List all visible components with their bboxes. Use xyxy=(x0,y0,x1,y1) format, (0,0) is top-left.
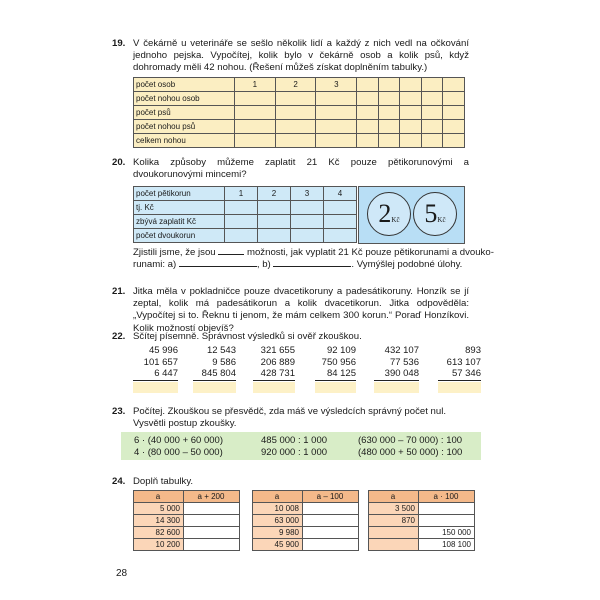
page-number: 28 xyxy=(116,568,128,579)
table-cell[interactable] xyxy=(225,201,258,215)
result-box[interactable] xyxy=(315,382,356,393)
ex20-row-label: počet pětikorun xyxy=(134,187,225,201)
table-cell[interactable] xyxy=(258,229,291,243)
table-cell[interactable] xyxy=(378,106,400,120)
table-cell[interactable] xyxy=(421,78,443,92)
ex22-number: 22. xyxy=(112,331,126,342)
ex19-row-label: počet psů xyxy=(134,106,235,120)
ex23-text: Počítej. Zkouškou se přesvědč, zda máš ve výsledcích správný počet nul. Vysvětli postup zkoušky. xyxy=(133,406,447,430)
sum-column: 45 996 101 657 6 447 xyxy=(133,345,178,381)
table-cell[interactable]: a xyxy=(253,491,303,503)
ex19-row-label: počet nohou osob xyxy=(134,92,235,106)
table-cell[interactable] xyxy=(225,215,258,229)
table-cell[interactable] xyxy=(291,215,324,229)
answer-blank[interactable] xyxy=(273,266,351,267)
table-cell[interactable] xyxy=(378,78,400,92)
table-cell[interactable] xyxy=(291,229,324,243)
table-cell[interactable] xyxy=(184,515,240,527)
table-cell[interactable] xyxy=(291,201,324,215)
ex21-text: Jitka měla v pokladničce pouze dvacetikoruny a padesátikoruny. Honzík se jí zeptal, kolik má padesátikorun a kolik dvacetikorun. Jitka odpověděla: „Vypočítej si to. Řeknu ti jenom, že mám celkem 300 korun.“ Poraď Honzíkovi. Kolik možností objevíš? xyxy=(133,286,469,334)
ex20-table xyxy=(133,186,357,243)
table-cell[interactable] xyxy=(443,134,465,148)
result-box[interactable] xyxy=(133,382,178,393)
ex20-head-value: 1 xyxy=(225,187,258,201)
ex20-answer-line1: Zjistili jsme, že jsou možnosti, jak vyplatit 21 Kč pouze pětikorunami a dvouko- xyxy=(133,247,494,258)
table-cell[interactable] xyxy=(275,120,316,134)
ex20-head-value: 3 xyxy=(291,187,324,201)
sum-column: 321 655 206 889 428 731 xyxy=(253,345,295,381)
table-cell[interactable]: a xyxy=(369,491,419,503)
table-cell[interactable] xyxy=(357,106,379,120)
ex19-number: 19. xyxy=(112,38,126,49)
ex19-head-value: 1 xyxy=(235,78,276,92)
ex19-head-value: 3 xyxy=(316,78,357,92)
table-cell[interactable] xyxy=(421,92,443,106)
table-cell[interactable] xyxy=(400,120,422,134)
sum-column: 92 109 750 956 84 125 xyxy=(315,345,356,381)
table-cell[interactable] xyxy=(235,134,276,148)
ex24-text: Doplň tabulky. xyxy=(133,476,194,487)
table-cell[interactable] xyxy=(316,92,357,106)
table-cell[interactable] xyxy=(324,201,357,215)
ex19-row-label: počet nohou psů xyxy=(134,120,235,134)
ex23-item: 920 000 : 1 000 xyxy=(261,447,328,458)
table-cell[interactable] xyxy=(357,92,379,106)
table-cell[interactable] xyxy=(303,515,359,527)
table-cell[interactable]: 108 100 xyxy=(419,539,475,551)
ex23-item: 4 · (80 000 – 50 000) xyxy=(134,447,223,458)
table-cell[interactable]: a xyxy=(134,491,184,503)
ex23-item: (630 000 – 70 000) : 100 xyxy=(358,435,463,446)
result-box[interactable] xyxy=(193,382,236,393)
table-cell[interactable]: 63 000 xyxy=(253,515,303,527)
result-box[interactable] xyxy=(374,382,419,393)
ex19-head-value: 2 xyxy=(275,78,316,92)
result-box[interactable] xyxy=(438,382,481,393)
table-cell[interactable]: 9 980 xyxy=(253,527,303,539)
table-cell[interactable]: 45 900 xyxy=(253,539,303,551)
table-cell[interactable]: 82 600 xyxy=(134,527,184,539)
table-cell[interactable] xyxy=(225,229,258,243)
ex20-head-value: 4 xyxy=(324,187,357,201)
table-cell[interactable] xyxy=(357,134,379,148)
table-cell[interactable] xyxy=(419,515,475,527)
ex19-cell[interactable] xyxy=(357,78,379,92)
table-cell[interactable] xyxy=(184,527,240,539)
ex24-table-plus xyxy=(133,490,240,551)
ex19-row-label: počet osob xyxy=(134,78,235,92)
table-cell[interactable] xyxy=(443,92,465,106)
table-cell[interactable] xyxy=(378,92,400,106)
table-cell[interactable]: 10 008 xyxy=(253,503,303,515)
sum-column: 432 107 77 536 390 048 xyxy=(374,345,419,381)
table-cell[interactable] xyxy=(369,527,419,539)
table-cell[interactable] xyxy=(303,503,359,515)
ex20-row-label: tj. Kč xyxy=(134,201,225,215)
table-cell[interactable] xyxy=(275,92,316,106)
table-cell[interactable] xyxy=(235,106,276,120)
table-cell[interactable]: 3 500 xyxy=(369,503,419,515)
table-cell[interactable]: 10 200 xyxy=(134,539,184,551)
table-cell[interactable] xyxy=(258,215,291,229)
ex22-text: Sčítej písemně. Správnost výsledků si ověř zkouškou. xyxy=(133,331,362,342)
table-cell[interactable] xyxy=(316,120,357,134)
table-cell[interactable] xyxy=(324,229,357,243)
table-cell[interactable] xyxy=(316,106,357,120)
ex20-row-label: zbývá zaplatit Kč xyxy=(134,215,225,229)
table-cell[interactable] xyxy=(184,539,240,551)
table-cell[interactable] xyxy=(419,503,475,515)
table-cell[interactable] xyxy=(303,539,359,551)
answer-blank[interactable] xyxy=(218,254,244,255)
ex23-number: 23. xyxy=(112,406,126,417)
table-cell[interactable]: a · 100 xyxy=(419,491,475,503)
table-cell[interactable]: 5 000 xyxy=(134,503,184,515)
ex19-table xyxy=(133,77,465,148)
table-cell[interactable]: a + 200 xyxy=(184,491,240,503)
table-cell[interactable] xyxy=(324,215,357,229)
table-cell[interactable] xyxy=(400,106,422,120)
ex23-item: 6 · (40 000 + 60 000) xyxy=(134,435,223,446)
ex24-number: 24. xyxy=(112,476,126,487)
table-cell[interactable] xyxy=(369,539,419,551)
coins-panel xyxy=(358,186,465,244)
ex19-row-label: celkem nohou xyxy=(134,134,235,148)
table-cell[interactable] xyxy=(275,106,316,120)
table-cell[interactable] xyxy=(378,120,400,134)
table-cell[interactable] xyxy=(316,134,357,148)
table-cell[interactable] xyxy=(421,120,443,134)
ex20-head-value: 2 xyxy=(258,187,291,201)
table-cell[interactable] xyxy=(275,134,316,148)
ex20-row-label: počet dvoukorun xyxy=(134,229,225,243)
ex23-item: (480 000 + 50 000) : 100 xyxy=(358,447,463,458)
coin-2-icon: 2Kč xyxy=(367,192,411,236)
ex23-item: 485 000 : 1 000 xyxy=(261,435,328,446)
ex20-text: Kolika způsoby můžeme zaplatit 21 Kč pouze pětikorunovými a dvoukorunovými mincemi? xyxy=(133,157,469,181)
table-cell[interactable] xyxy=(421,134,443,148)
table-cell[interactable]: 14 300 xyxy=(134,515,184,527)
table-cell[interactable]: 150 000 xyxy=(419,527,475,539)
sum-column: 12 543 9 586 845 804 xyxy=(193,345,236,381)
table-cell[interactable] xyxy=(357,120,379,134)
table-cell[interactable]: a – 100 xyxy=(303,491,359,503)
ex20-number: 20. xyxy=(112,157,126,168)
table-cell[interactable] xyxy=(400,92,422,106)
coin-5-icon: 5Kč xyxy=(413,192,457,236)
table-cell[interactable] xyxy=(184,503,240,515)
table-cell[interactable] xyxy=(303,527,359,539)
table-cell[interactable] xyxy=(400,78,422,92)
ex24-table-times xyxy=(368,490,475,551)
ex23-box xyxy=(121,432,481,460)
table-cell[interactable] xyxy=(443,106,465,120)
table-cell[interactable] xyxy=(400,134,422,148)
result-box[interactable] xyxy=(253,382,295,393)
ex20-answer-line2: runami: a) , b) . Vymýšlej podobné úlohy. xyxy=(133,259,463,270)
table-cell[interactable] xyxy=(421,106,443,120)
table-cell[interactable] xyxy=(378,134,400,148)
table-cell[interactable] xyxy=(443,120,465,134)
table-cell[interactable] xyxy=(443,78,465,92)
table-cell[interactable]: 870 xyxy=(369,515,419,527)
table-cell[interactable] xyxy=(235,92,276,106)
ex19-text: V čekárně u veterináře se sešlo několik lidí a každý z nich vedl na očkování jednoho pejska. Vypočítej, kolik bylo v čekárně osob a kolik psů, když dohromady měli 42 nohou. (Řešení můžeš získat doplněním tabulky.) xyxy=(133,38,469,74)
sum-column: 893 613 107 57 346 xyxy=(438,345,481,381)
table-cell[interactable] xyxy=(235,120,276,134)
ex21-number: 21. xyxy=(112,286,126,297)
table-cell[interactable] xyxy=(258,201,291,215)
ex24-table-minus xyxy=(252,490,359,551)
answer-blank[interactable] xyxy=(179,266,257,267)
